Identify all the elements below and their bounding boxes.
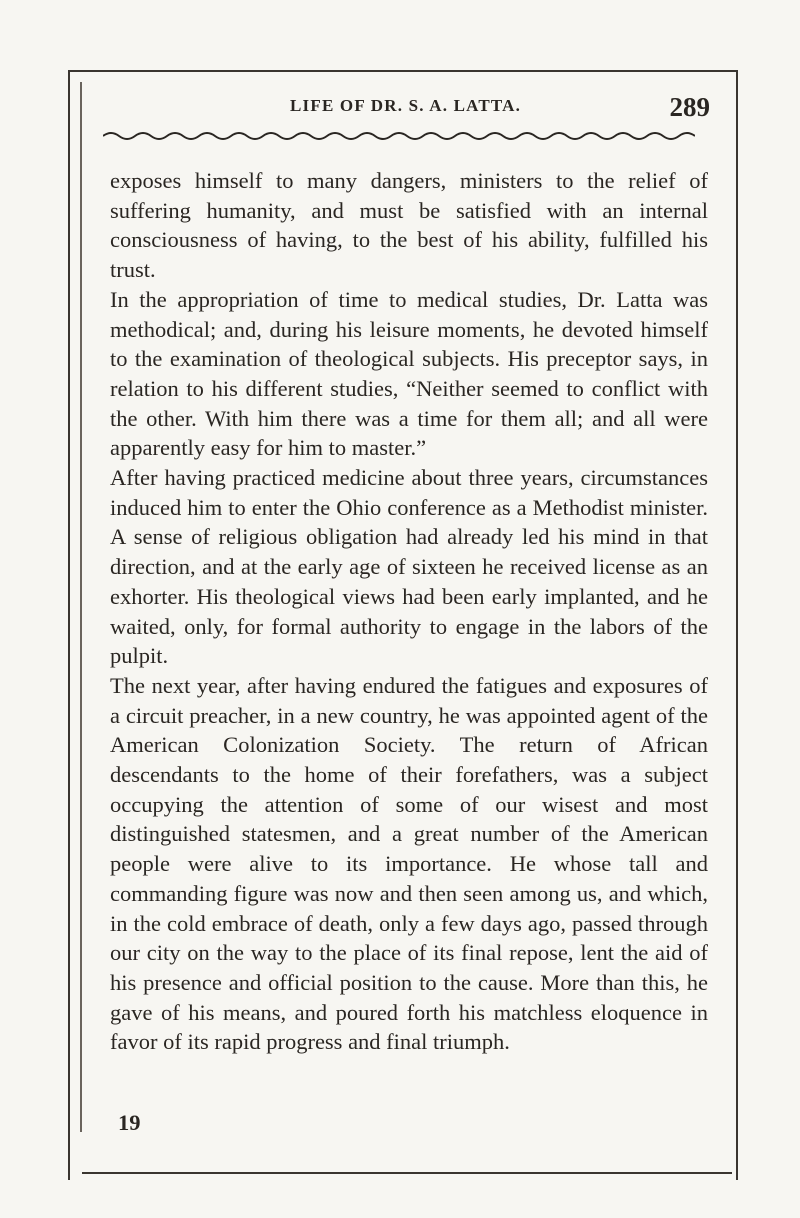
page-number: 289 xyxy=(669,92,710,122)
page-header xyxy=(100,92,710,128)
body-text xyxy=(110,166,708,1057)
paragraph-3: After having practiced medicine about three years, circumstances induced him to enter the Ohio conference as a Methodist minister. A sense of religious obligation had already led his mind in that direction, and at the early age of sixteen he received license as an exhorter. His theological views had been early implanted, and he waited, only, for formal authority to engage in the labors of the pulpit. xyxy=(110,465,708,669)
wavy-ornament-rule xyxy=(103,130,695,142)
running-title: LIFE OF DR. S. A. LATTA. xyxy=(290,96,522,115)
bottom-rule xyxy=(82,1172,732,1174)
paragraph-2: In the appropriation of time to medical studies, Dr. Latta was methodical; and, during his leisure moments, he devoted himself to the examination of theological subjects. His preceptor says, in relation to his different studies, “Neither seemed to conflict with the other. With him there was a time for them all; and all were apparently easy for him to master.” xyxy=(110,286,708,461)
signature-mark: 19 xyxy=(118,1110,141,1135)
paragraph-4: The next year, after having endured the fatigues and exposures of a circuit preacher, in a new country, he was appointed agent of the American Colonization Society. The return of African descendants to the home of their forefathers, was a subject occupying the attention of some of our wisest and most distinguished statesmen, and a great number of the American people were alive to its importance. He whose tall and commanding figure was now and then seen among us, and which, in the cold embrace of death, only a few days ago, passed through our city on the way to the place of its final repose, lent the aid of his presence and official position to the cause. More than this, he gave of his means, and poured forth his matchless eloquence in favor of its rapid progress and final triumph. xyxy=(110,672,708,1055)
inner-frame-line xyxy=(80,82,82,1132)
paragraph-1: exposes himself to many dangers, ministers to the relief of suffering humanity, and must be satisfied with an internal consciousness of having, to the best of his ability, fulfilled his trust. xyxy=(110,168,708,283)
